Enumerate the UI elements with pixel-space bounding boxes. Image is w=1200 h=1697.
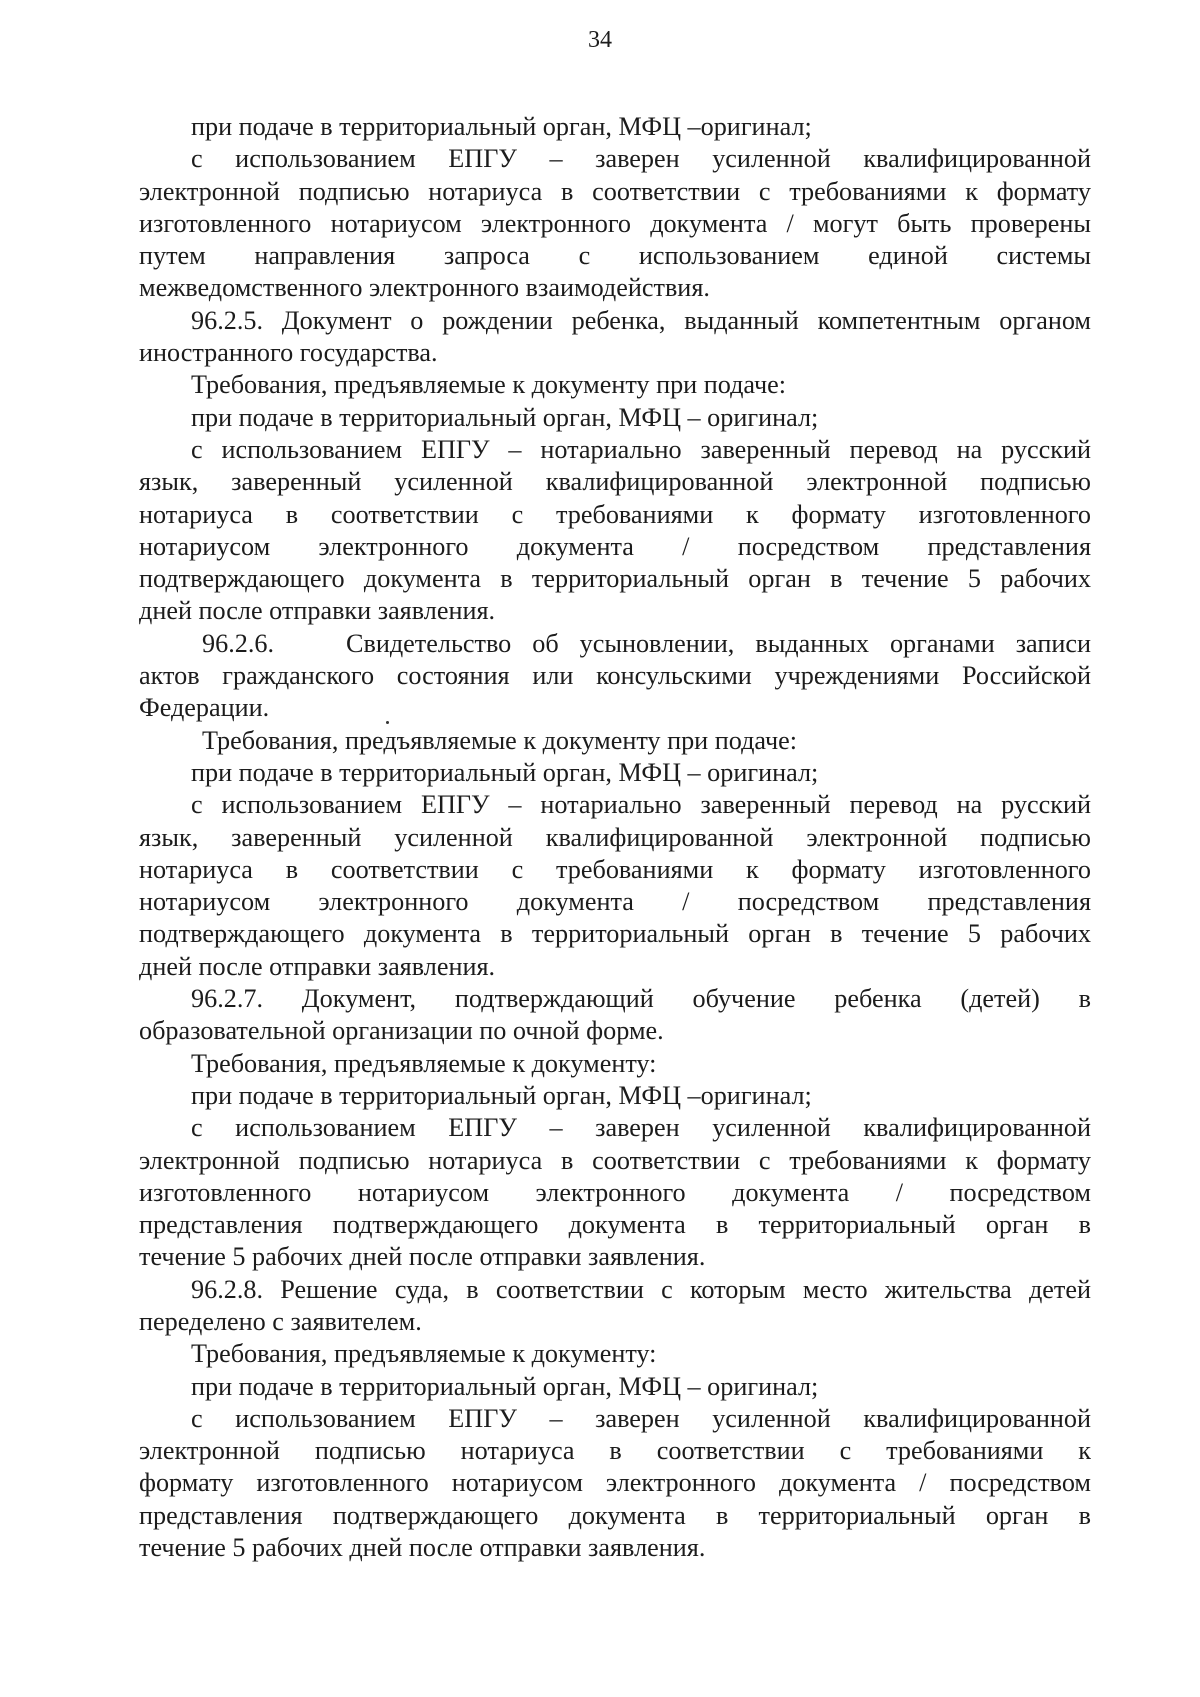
text-line: течение 5 рабочих дней после отправки заявления. <box>139 1533 706 1563</box>
text-line: с использованием ЕПГУ – заверен усиленной квалифицированной <box>191 144 1091 174</box>
text-line: нотариуса в соответствии с требованиями к формату изготовленного <box>139 499 1091 529</box>
text-line: актов гражданского состояния или консульскими учреждениями Российской <box>139 661 1091 691</box>
text-line: нотариусом электронного документа / посредством представления <box>139 887 1091 917</box>
section-heading-96-2-8: 96.2.8. Решение суда, в соответствии с которым место жительства детей <box>191 1274 1091 1304</box>
section-heading-96-2-7: 96.2.7. Документ, подтверждающий обучение ребенка (детей) в <box>191 984 1091 1014</box>
text-line: с использованием ЕПГУ – нотариально заверенный перевод на русский <box>191 790 1091 820</box>
section-heading-96-2-5: 96.2.5. Документ о рождении ребенка, выданный компетентным органом <box>191 305 1091 335</box>
document-body <box>139 111 1091 1564</box>
text-line: Требования, предъявляемые к документу при подаче: <box>191 370 787 400</box>
text-line: изготовленного нотариусом электронного документа / могут быть проверены <box>139 208 1091 238</box>
text-line: электронной подписью нотариуса в соответствии с требованиями к <box>139 1436 1091 1466</box>
text-line: иностранного государства. <box>139 338 438 368</box>
text-line: межведомственного электронного взаимодействия. <box>139 273 710 303</box>
text-line: при подаче в территориальный орган, МФЦ –оригинал; <box>191 1080 812 1110</box>
page-number: 34 <box>588 27 612 53</box>
text-line: изготовленного нотариусом электронного документа / посредством <box>139 1177 1091 1207</box>
text-line: Требования, предъявляемые к документу: <box>191 1048 657 1078</box>
text-line: при подаче в территориальный орган, МФЦ –оригинал; <box>191 112 812 141</box>
text-line: при подаче в территориальный орган, МФЦ – оригинал; <box>191 1371 819 1401</box>
text-line: язык, заверенный усиленной квалифицированной электронной подписью <box>139 822 1091 852</box>
text-line: Федерации. <box>139 693 270 723</box>
text-line: Требования, предъявляемые к документу: <box>191 1339 657 1369</box>
section-title: Свидетельство об усыновлении, выданных органами записи <box>346 628 1091 658</box>
text-line: нотариуса в соответствии с требованиями к формату изготовленного <box>139 854 1091 884</box>
text-line: электронной подписью нотариуса в соответствии с требованиями к формату <box>139 1145 1091 1175</box>
text-line: электронной подписью нотариуса в соответствии с требованиями к формату <box>139 176 1091 206</box>
section-number: 96.2.6. <box>202 628 275 658</box>
text-line: нотариусом электронного документа / посредством представления <box>139 531 1091 561</box>
section-heading-96-2-6 <box>139 628 1091 660</box>
text-line: течение 5 рабочих дней после отправки заявления. <box>139 1242 706 1272</box>
text-line: дней после отправки заявления. <box>139 596 496 626</box>
text-line: Требования, предъявляемые к документу при подаче: <box>202 725 798 755</box>
text-line: образовательной организации по очной форме. <box>139 1016 664 1046</box>
text-line: формату изготовленного нотариусом электронного документа / посредством <box>139 1468 1091 1498</box>
text-line: при подаче в территориальный орган, МФЦ – оригинал; <box>191 757 819 787</box>
text-line: подтверждающего документа в территориальный орган в течение 5 рабочих <box>139 919 1091 949</box>
text-line: с использованием ЕПГУ – нотариально заверенный перевод на русский <box>191 434 1091 464</box>
scan-speck <box>386 721 389 724</box>
text-line: представления подтверждающего документа в территориальный орган в <box>139 1500 1091 1530</box>
text-line: представления подтверждающего документа в территориальный орган в <box>139 1210 1091 1240</box>
text-line: переделено с заявителем. <box>139 1306 422 1336</box>
text-line: подтверждающего документа в территориальный орган в течение 5 рабочих <box>139 564 1091 594</box>
text-line: путем направления запроса с использованием единой системы <box>139 241 1091 271</box>
text-line: язык, заверенный усиленной квалифицированной электронной подписью <box>139 467 1091 497</box>
text-line: при подаче в территориальный орган, МФЦ – оригинал; <box>191 402 819 432</box>
text-line: с использованием ЕПГУ – заверен усиленной квалифицированной <box>191 1403 1091 1433</box>
text-line: с использованием ЕПГУ – заверен усиленной квалифицированной <box>191 1113 1091 1143</box>
text-line: дней после отправки заявления. <box>139 951 496 981</box>
